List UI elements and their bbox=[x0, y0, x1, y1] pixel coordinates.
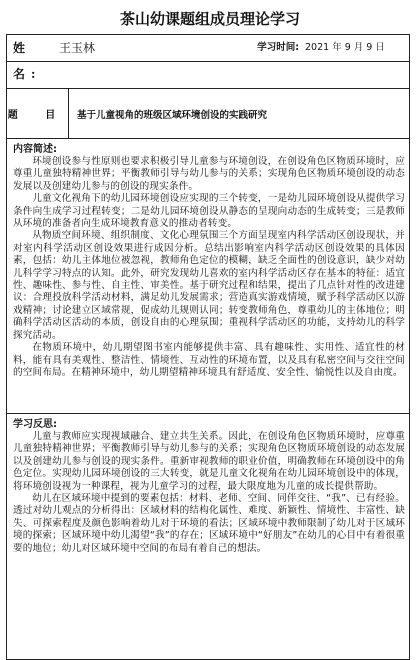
reflection-title: 学习反思: bbox=[13, 419, 57, 430]
reflection-section bbox=[7, 414, 409, 659]
reflection-paragraph: 儿童与教师应实现视域融合、建立共生关系。因此，在创设角色区物质环境时，应尊重儿童独特精神世界；平衡教师引导与幼儿参与的关系；实现角色区物质环境创设的动态发展以及创建幼儿参与创设的现实条件。重新审视教师的职业价值，明确教师在环境创设中的角色定位。实现幼儿园环境创设的三大转变，就是儿童文化视角在幼儿园环境创设中的体现，将环境创设视为一种课程，视为儿童学习的过程，最大限度地为儿童的成长提供帮助。 bbox=[13, 431, 405, 492]
blank-row bbox=[7, 62, 409, 89]
content-paragraph: 从物质空间环境、组织制度、文化心理氛围三个方面呈现室内科学活动区创设现状，并对室内科学活动区创设效果进行成因分析。总结出影响室内科学活动区创设效果的具体因素，包括：幼儿主体地位被忽视，教师角色定位的模糊，缺乏全面性的创设意识，缺少对幼儿科学学习特点的认知。此外，研究发现幼儿喜欢的室内科学活动区存在基本的特征：适宜性、趣味性、参与性、自主性、审美性。基于研究过程和结果，提出了几点针对性的改进建议：合理投放科学活动材料，满足幼儿发展需求；营造真实游戏情境，赋予科学活动区以游戏精神；讨论建立区域常规，促成幼儿规则认同；转变教师角色，尊重幼儿的主体地位；明确科学活动区活动的本质，创设自由的心理氛围；重视科学活动区的功能，支持幼儿的科学探究活动。 bbox=[13, 230, 405, 341]
content-row bbox=[7, 139, 409, 414]
reflection-row bbox=[7, 414, 409, 659]
name-value: 王玉林 bbox=[59, 41, 96, 55]
content-paragraph: 儿童文化视角下的幼儿园环境创设应实现的三个转变，一是幼儿园环境创设从提供学习条件向生成学习过程转变；二是幼儿园环境创设从静态的呈现向动态的生成转变；三是教师从环境的准备者向生成环境教育意义的推动者转变。 bbox=[13, 193, 405, 230]
study-time-label: 学习时间: bbox=[257, 42, 299, 53]
page-title: 茶山幼课题组成员理论学习 bbox=[119, 10, 300, 28]
content-title: 内容简述: bbox=[13, 144, 57, 155]
reflection-paragraph: 幼儿在区域环境中提到的要素包括：材料、老师、空间、同伴交往、“我”、已有经验。透过对幼儿观点的分析得出：区域材料的结构化属性、难度、新颖性、情境性、丰富性、缺失、可探索程度及颜色影响着幼儿对于环境的看法；区域环境中教师限制了幼儿对于区域环境的探索；区域环境中幼儿渴望“我”的存在；区域环境中“好朋友”在幼儿的心目中有着很重要的地位；幼儿对区域环境中空间的布局有着自己的想法。 bbox=[13, 493, 405, 554]
topic-value: 基于儿童视角的班级区域环境创设的实践研究 bbox=[77, 109, 268, 121]
record-table bbox=[6, 34, 410, 660]
topic-row bbox=[7, 89, 409, 139]
header-row bbox=[7, 35, 409, 81]
content-paragraph: 在物质环境中，幼儿期望图书室内能够提供丰富、具有趣味性、实用性、适宜性的材料，能有具有美观性、整洁性、情境性、互动性的环境布置，以及具有私密空间与交往空间的空间布局。在精神环境中，幼儿期望精神环境具有舒适度、安全性、愉悦性以及自由度。 bbox=[13, 342, 405, 378]
content-section bbox=[7, 139, 409, 413]
topic-label: 题 目 bbox=[7, 89, 69, 138]
content-paragraph: 环境创设参与性原则也要求积极引导儿童参与环境创设，在创设角色区物质环境时，应尊重儿童独特精神世界；平衡教师引导与幼儿参与的关系；实现角色区物质环境创设的动态发展以及创建幼儿参与的创设的现实条件。 bbox=[13, 156, 405, 192]
study-time-value: 2021 年 9 月 9 日 bbox=[305, 42, 385, 53]
name-label: 姓 名: bbox=[13, 41, 42, 81]
